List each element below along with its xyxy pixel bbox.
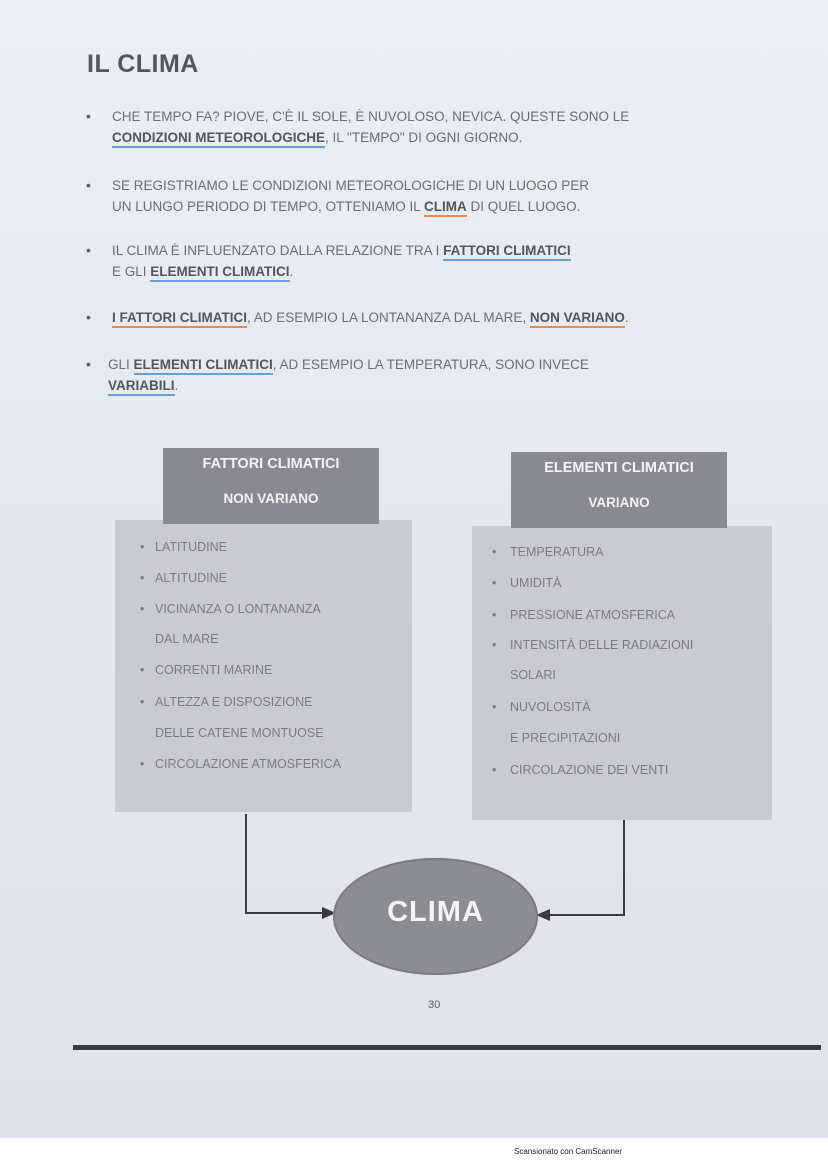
left-connector-horizontal xyxy=(245,912,327,914)
text-span: UN LUNGO PERIODO DI TEMPO, OTTENIAMO IL xyxy=(112,199,425,214)
list-item: ALTITUDINE xyxy=(155,571,227,585)
fattori-header-subtitle: NON VARIANO xyxy=(223,491,319,506)
text-span: . xyxy=(624,310,629,325)
clima-label: CLIMA xyxy=(387,896,484,928)
right-connector-vertical xyxy=(623,820,625,916)
bullet-line xyxy=(112,196,589,217)
text-span: SE REGISTRIAMO LE CONDIZIONI METEOROLOGICHE DI UN LUOGO PER xyxy=(112,178,590,193)
scanner-footer: Scansionato con CamScanner xyxy=(514,1147,623,1156)
bullet-dot: • xyxy=(86,309,91,325)
text-span: CHE TEMPO FA? PIOVE, C'È IL SOLE, È NUVOLOSO, NEVICA. QUESTE SONO LE xyxy=(112,109,630,124)
highlight-term: FATTORI CLIMATICI xyxy=(443,243,571,261)
page-number: 30 xyxy=(428,999,441,1011)
text-span: E GLI xyxy=(112,264,151,279)
bullet-line xyxy=(108,375,589,396)
text-span: , AD ESEMPIO LA LONTANANZA DAL MARE, xyxy=(247,310,530,325)
highlight-term: VARIABILI xyxy=(108,378,175,396)
bullet-dot: • xyxy=(86,177,91,193)
text-span: IL CLIMA È INFLUENZATO DALLA RELAZIONE TRA I xyxy=(112,243,444,258)
list-item: VICINANZA O LONTANANZA xyxy=(155,602,321,616)
bullet-dot: • xyxy=(86,356,91,372)
highlight-term: I FATTORI CLIMATICI xyxy=(112,310,247,328)
list-item: LATITUDINE xyxy=(155,540,227,554)
list-item: CIRCOLAZIONE ATMOSFERICA xyxy=(155,757,341,771)
list-item: SOLARI xyxy=(510,668,556,682)
bullet-line xyxy=(112,106,629,127)
bullet-line xyxy=(112,261,571,282)
elementi-header-subtitle: VARIANO xyxy=(588,495,650,510)
highlight-term: NON VARIANO xyxy=(530,310,625,328)
fattori-box-header xyxy=(163,448,379,524)
text-span: . xyxy=(289,264,294,279)
list-item: • xyxy=(140,695,145,709)
list-item: CORRENTI MARINE xyxy=(155,663,273,677)
bullet-line xyxy=(112,307,629,328)
list-item: NUVOLOSITÀ xyxy=(510,700,591,714)
text-span: , IL "TEMPO" DI OGNI GIORNO. xyxy=(325,130,523,145)
page-title: IL CLIMA xyxy=(87,50,199,78)
list-item: • xyxy=(492,638,497,652)
list-item: DAL MARE xyxy=(155,632,219,646)
text-span: . xyxy=(174,378,179,393)
list-item: CIRCOLAZIONE DEI VENTI xyxy=(510,763,669,777)
highlight-term: ELEMENTI CLIMATICI xyxy=(150,264,289,282)
list-item: E PRECIPITAZIONI xyxy=(510,731,621,745)
list-item: DELLE CATENE MONTUOSE xyxy=(155,726,324,740)
divider-rule xyxy=(73,1045,821,1050)
list-item: • xyxy=(492,763,497,777)
arrow-left-icon xyxy=(536,909,550,921)
bullet-text xyxy=(112,106,629,148)
text-span: , AD ESEMPIO LA TEMPERATURA, SONO INVECE xyxy=(272,357,589,372)
bullet-line xyxy=(108,354,589,375)
list-item: ALTEZZA E DISPOSIZIONE xyxy=(155,695,313,709)
highlight-term: CLIMA xyxy=(424,199,467,217)
bullet-line xyxy=(112,240,571,261)
highlight-term: ELEMENTI CLIMATICI xyxy=(134,357,273,375)
list-item: • xyxy=(492,545,497,559)
list-item: • xyxy=(492,700,497,714)
text-span: DI QUEL LUOGO. xyxy=(466,199,581,214)
bullet-dot: • xyxy=(86,108,91,124)
bullet-text xyxy=(108,354,589,396)
elementi-header-title: ELEMENTI CLIMATICI xyxy=(544,460,694,476)
bullet-text xyxy=(112,240,571,282)
text-span: GLI xyxy=(108,357,134,372)
list-item: • xyxy=(140,540,145,554)
list-item: PRESSIONE ATMOSFERICA xyxy=(510,608,676,622)
list-item: • xyxy=(140,571,145,585)
list-item: TEMPERATURA xyxy=(510,545,604,559)
bullet-line xyxy=(112,127,629,148)
bullet-dot: • xyxy=(86,242,91,258)
list-item: • xyxy=(492,608,497,622)
bullet-text xyxy=(112,175,589,217)
elementi-box-header xyxy=(511,452,727,528)
left-connector-vertical xyxy=(245,814,247,914)
list-item: • xyxy=(140,757,145,771)
list-item: • xyxy=(140,602,145,616)
list-item: UMIDITÀ xyxy=(510,576,562,590)
list-item: • xyxy=(140,663,145,677)
list-item: • xyxy=(492,576,497,590)
bullet-text xyxy=(112,307,629,328)
list-item: INTENSITÀ DELLE RADIAZIONI xyxy=(510,638,694,652)
right-connector-horizontal xyxy=(546,914,625,916)
fattori-header-title: FATTORI CLIMATICI xyxy=(202,456,340,472)
clima-ellipse xyxy=(333,858,538,975)
bullet-line xyxy=(112,175,589,196)
highlight-term: CONDIZIONI METEOROLOGICHE xyxy=(112,130,325,148)
